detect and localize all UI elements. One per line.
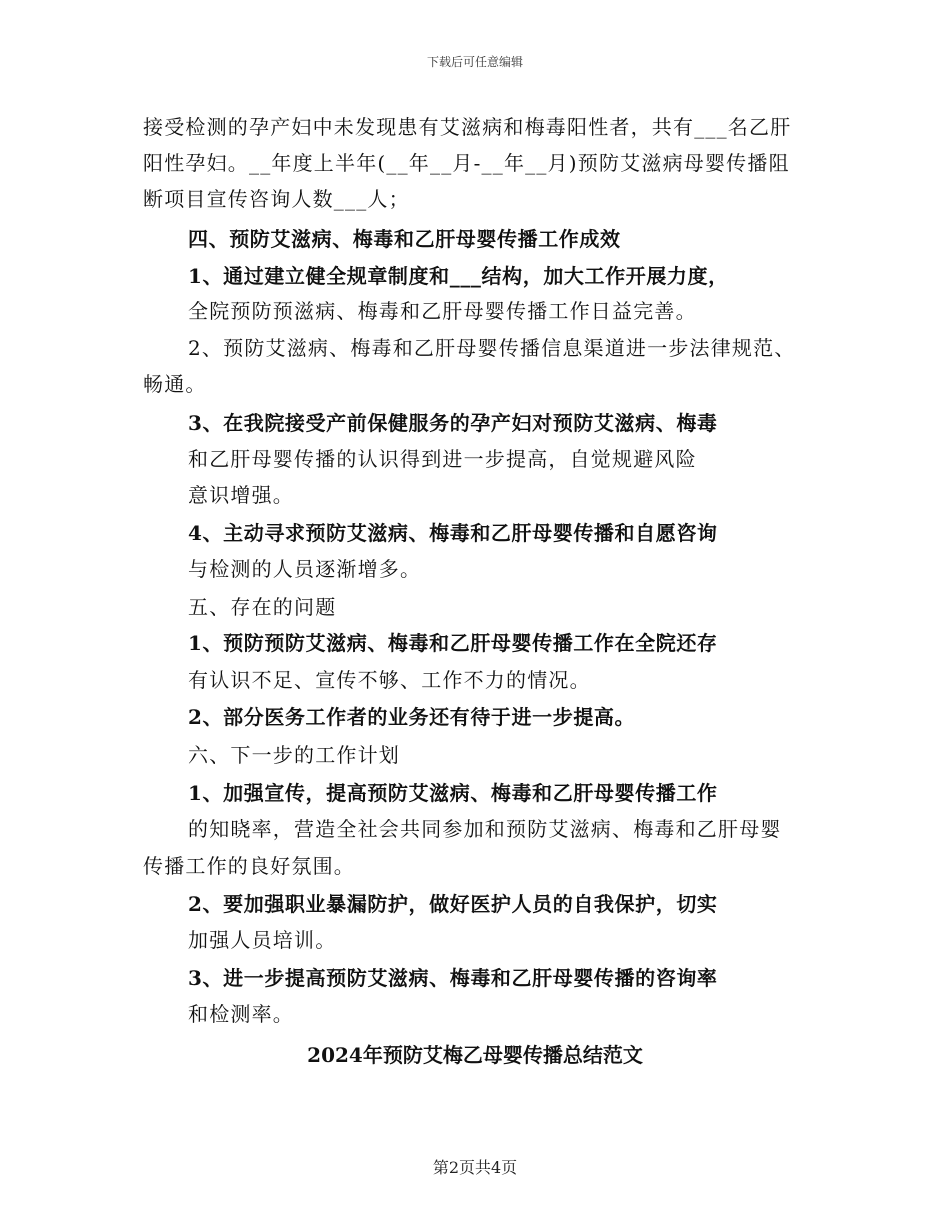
paragraph-line: 1、加强宣传，提高预防艾滋病、梅毒和乙肝母婴传播工作 bbox=[188, 781, 718, 805]
paragraph-line: 1、通过建立健全规章制度和___结构，加大工作开展力度， bbox=[188, 264, 729, 288]
paragraph-line: 2、预防艾滋病、梅毒和乙肝母婴传播信息渠道进一步法律规范、 bbox=[188, 336, 796, 360]
paragraph-line: 有认识不足、宣传不够、工作不力的情况。 bbox=[188, 668, 591, 692]
paragraph-line: 畅通。 bbox=[143, 372, 207, 396]
section-heading-6: 六、下一步的工作计划 bbox=[188, 743, 400, 767]
paragraph-line: 的知晓率，营造全社会共同参加和预防艾滋病、梅毒和乙肝母婴 bbox=[188, 817, 782, 841]
next-document-title: 2024年预防艾梅乙母婴传播总结范文 bbox=[307, 1043, 643, 1067]
paragraph-line: 与检测的人员逐渐增多。 bbox=[188, 557, 422, 581]
paragraph-line: 意识增强。 bbox=[188, 483, 294, 507]
paragraph-line: 接受检测的孕产妇中未发现患有艾滋病和梅毒阳性者，共有___名乙肝 bbox=[143, 115, 792, 139]
page-number-footer: 第2页共4页 bbox=[432, 1158, 518, 1177]
paragraph-line: 和检测率。 bbox=[188, 1002, 294, 1026]
paragraph-line: 3、进一步提高预防艾滋病、梅毒和乙肝母婴传播的咨询率 bbox=[188, 966, 718, 990]
paragraph-line: 断项目宣传咨询人数___人； bbox=[143, 187, 410, 211]
paragraph-line: 2、要加强职业暴漏防护，做好医护人员的自我保护，切实 bbox=[188, 892, 718, 916]
paragraph-line: 传播工作的良好氛围。 bbox=[143, 854, 355, 878]
paragraph-line: 2、部分医务工作者的业务还有待于进一步提高。 bbox=[188, 705, 636, 729]
paragraph-line: 阳性孕妇。__年度上半年(__年__月-__年__月)预防艾滋病母婴传播阻 bbox=[143, 151, 790, 175]
paragraph-line: 4、主动寻求预防艾滋病、梅毒和乙肝母婴传播和自愿咨询 bbox=[188, 521, 718, 545]
section-heading-5: 五、存在的问题 bbox=[188, 595, 337, 619]
paragraph-line: 和乙肝母婴传播的认识得到进一步提高，自觉规避风险 bbox=[188, 447, 697, 471]
paragraph-line: 3、在我院接受产前保健服务的孕产妇对预防艾滋病、梅毒 bbox=[188, 411, 718, 435]
page-header-note: 下载后可任意编辑 bbox=[426, 55, 523, 69]
paragraph-line: 全院预防预滋病、梅毒和乙肝母婴传播工作日益完善。 bbox=[188, 299, 697, 323]
section-heading-4: 四、预防艾滋病、梅毒和乙肝母婴传播工作成效 bbox=[188, 227, 621, 251]
paragraph-line: 1、预防预防艾滋病、梅毒和乙肝母婴传播工作在全院还存 bbox=[188, 631, 718, 655]
paragraph-line: 加强人员培训。 bbox=[188, 928, 337, 952]
